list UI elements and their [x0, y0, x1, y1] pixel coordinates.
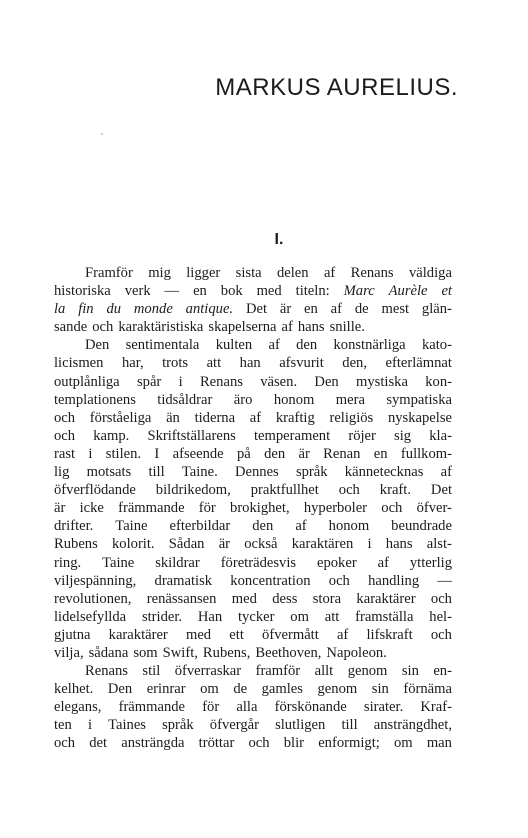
word: karaktärer — [356, 590, 416, 607]
word: mest — [381, 301, 410, 318]
word: kon- — [425, 373, 452, 390]
word: förskönande — [274, 699, 347, 716]
word: och — [92, 319, 114, 336]
word: språk — [162, 717, 194, 734]
word: bildrikedom, — [155, 482, 231, 499]
word: i — [367, 536, 372, 553]
word: titeln: — [295, 283, 330, 300]
word: i — [87, 717, 92, 734]
word: allt — [314, 663, 334, 680]
word: dramatisk — [154, 572, 213, 589]
text-line — [54, 662, 452, 680]
word: Framför — [85, 265, 133, 281]
text-line — [54, 608, 452, 626]
word: är — [279, 301, 292, 318]
word: konstnärliga — [333, 337, 406, 354]
word: la — [54, 301, 66, 318]
word: — — [437, 572, 452, 589]
word: den — [264, 445, 286, 462]
word: lig — [54, 464, 70, 481]
word: också — [244, 536, 278, 553]
word: och — [338, 482, 360, 499]
text-line — [54, 698, 452, 716]
word: han — [239, 355, 261, 372]
word: med — [256, 283, 282, 300]
word: temperament — [253, 427, 331, 444]
word: I — [154, 445, 160, 462]
word: den, — [342, 355, 368, 372]
word: skildrar — [155, 554, 200, 571]
word: öfverflödande — [54, 482, 136, 499]
text-line — [54, 409, 452, 427]
word: genom — [317, 681, 358, 698]
text-line — [54, 716, 452, 734]
word: Den — [85, 337, 110, 354]
word: tidsåldrar — [157, 391, 213, 408]
word: mera — [335, 391, 365, 408]
word: kelhet. — [54, 681, 94, 698]
body-text — [54, 264, 452, 753]
word: att — [206, 355, 222, 372]
text-line — [54, 590, 452, 608]
word: med — [231, 590, 257, 607]
word: kato- — [421, 337, 452, 354]
word: framför — [255, 663, 301, 680]
word: sig — [394, 427, 412, 444]
word: det — [89, 735, 108, 752]
word: Taine — [102, 554, 135, 571]
word: Den — [107, 681, 133, 698]
word: af — [281, 319, 293, 336]
word: hans — [297, 319, 325, 336]
word: Det — [430, 482, 452, 499]
word: för — [198, 500, 216, 517]
word: alst- — [426, 536, 452, 553]
word: stil — [142, 663, 161, 680]
text-line — [54, 554, 452, 572]
word: mig — [148, 265, 171, 281]
word: bok — [220, 283, 243, 300]
text-line — [54, 336, 452, 354]
word: sande — [54, 319, 88, 336]
word: Renans — [350, 265, 394, 281]
word: är — [218, 536, 231, 553]
word: skapelserna — [208, 319, 277, 336]
word: vilja, — [54, 644, 84, 661]
text-line — [54, 445, 452, 463]
word: snille. — [329, 319, 365, 336]
word: för — [202, 699, 220, 716]
word: lidelsefyllda — [54, 608, 127, 625]
word: och — [381, 500, 403, 517]
word: drifter. — [54, 518, 94, 535]
word: kraft. — [379, 482, 411, 499]
word: gamles — [261, 681, 303, 698]
word: Skriftställarens — [147, 427, 236, 444]
word: sin — [371, 681, 389, 698]
word: alla — [236, 699, 258, 716]
word: templationens — [54, 391, 136, 408]
text-line — [54, 318, 452, 336]
text-line — [54, 264, 452, 282]
word: en — [304, 301, 318, 318]
text-line — [54, 572, 452, 590]
text-line — [54, 391, 452, 409]
text-line — [54, 517, 452, 535]
word: monde — [133, 301, 173, 318]
word: Rubens — [54, 536, 98, 553]
word: främmande — [118, 699, 186, 716]
word: de — [354, 301, 369, 318]
word: koncentration — [230, 572, 311, 589]
word: på — [236, 445, 251, 462]
word: om — [200, 681, 219, 698]
word: företrädesvis — [220, 554, 297, 571]
word: en — [373, 445, 388, 462]
word: om — [393, 735, 413, 752]
word: Det — [245, 301, 268, 318]
word: honom — [273, 391, 315, 408]
word: till — [341, 717, 358, 734]
word: Renan — [323, 445, 361, 462]
word: främmande — [118, 500, 185, 517]
word: tiderna — [194, 409, 236, 426]
word: renässansen — [146, 590, 217, 607]
text-line — [54, 499, 452, 517]
text-line — [54, 734, 452, 752]
word: genom — [347, 663, 388, 680]
word: af — [268, 337, 280, 354]
text-line — [54, 481, 452, 499]
word: Kraf- — [420, 699, 452, 716]
word: sympatiska — [386, 391, 452, 408]
text-line — [54, 354, 452, 372]
word: väsen. — [260, 373, 298, 390]
word: beundrade — [391, 518, 452, 535]
word: röjer — [348, 427, 376, 444]
word: afseende — [172, 445, 224, 462]
word: antique. — [185, 301, 234, 318]
word: har, — [121, 355, 144, 372]
word: kamp. — [93, 427, 130, 444]
word: Taine — [115, 518, 148, 535]
word: öfverraskar — [174, 663, 242, 680]
word: lifskraft — [366, 626, 413, 643]
word: sin — [401, 663, 419, 680]
word: öfver- — [416, 500, 452, 517]
word: med — [185, 626, 212, 643]
word: Swift, — [162, 644, 198, 661]
word: sådana — [88, 644, 129, 661]
word: i — [88, 445, 93, 462]
word: spår — [136, 373, 162, 390]
running-title: MARKUS AURELIUS. — [215, 74, 458, 101]
text-line — [54, 300, 452, 318]
word: hyperboler — [303, 500, 368, 517]
word: är — [298, 445, 310, 462]
word: ansträngdhet, — [373, 717, 452, 734]
word: karaktären — [291, 536, 354, 553]
word: strider. — [141, 608, 183, 625]
word: tröttar — [198, 735, 235, 752]
section-number: I. — [274, 231, 284, 248]
word: öfvergår — [209, 717, 259, 734]
word: förståeliga — [89, 409, 152, 426]
text-line — [54, 535, 452, 553]
word: karaktäristiska — [118, 319, 204, 336]
word: fullkom- — [400, 445, 452, 462]
word: praktfullhet — [250, 482, 319, 499]
word: Beethoven, — [255, 644, 322, 661]
word: slutligen — [275, 717, 326, 734]
word: gjutna — [54, 626, 91, 643]
word: erinrar — [146, 681, 186, 698]
word: trots — [162, 355, 189, 372]
word: du — [106, 301, 122, 318]
word: språk — [295, 464, 328, 481]
word: kulten — [215, 337, 253, 354]
word: dess — [272, 590, 298, 607]
word: Han — [197, 608, 223, 625]
text-line — [54, 644, 452, 662]
word: efterbildar — [169, 518, 231, 535]
word: af — [295, 518, 307, 535]
word: och — [430, 626, 452, 643]
word: är — [54, 500, 66, 517]
word: och — [54, 735, 76, 752]
word: rast — [54, 445, 76, 462]
word: verk — [124, 283, 151, 300]
word: handling — [368, 572, 420, 589]
word: outplånliga — [54, 373, 120, 390]
word: Marc — [343, 283, 375, 300]
word: äro — [233, 391, 253, 408]
word: en- — [433, 663, 452, 680]
text-line — [54, 373, 452, 391]
paper-speck — [101, 133, 103, 135]
word: stora — [312, 590, 342, 607]
word: Napoleon. — [326, 644, 387, 661]
word: en — [193, 283, 207, 300]
word: stilen. — [105, 445, 142, 462]
text-line — [54, 282, 452, 300]
word: af — [323, 265, 336, 281]
word: afsvurit — [279, 355, 324, 372]
word: icke — [79, 500, 104, 517]
word: Sådan — [168, 536, 205, 553]
word: ligger — [186, 265, 221, 281]
word: ett — [229, 626, 244, 643]
word: om — [290, 608, 309, 625]
word: Aurèle — [388, 283, 428, 300]
word: ytterlig — [409, 554, 452, 571]
word: motsats — [86, 464, 132, 481]
word: religiös — [329, 409, 374, 426]
word: väldiga — [408, 265, 452, 281]
word: historiska — [54, 283, 111, 300]
word: Dennes — [234, 464, 279, 481]
word: sentimentala — [125, 337, 200, 354]
word: än — [166, 409, 180, 426]
word: revolutionen, — [54, 590, 132, 607]
text-line — [54, 427, 452, 445]
word: Taine. — [181, 464, 218, 481]
word: och — [54, 409, 76, 426]
word: Taines — [108, 717, 146, 734]
word: framställa — [355, 608, 414, 625]
word: af — [330, 301, 343, 318]
word: och — [328, 572, 350, 589]
word: sirater. — [363, 699, 404, 716]
word: som — [133, 644, 158, 661]
word: delen — [276, 265, 309, 281]
word: Renans — [199, 373, 243, 390]
word: och — [54, 427, 76, 444]
word: kännetecknas — [344, 464, 424, 481]
word: epoker — [316, 554, 357, 571]
text-line — [54, 680, 452, 698]
word: kla- — [429, 427, 452, 444]
word: licismen — [54, 355, 104, 372]
word: kolorit. — [112, 536, 155, 553]
word: den — [296, 337, 318, 354]
word: enformigt; — [318, 735, 380, 752]
word: man — [426, 735, 452, 752]
word: ring. — [54, 554, 82, 571]
word: hel- — [429, 608, 452, 625]
word: sista — [235, 265, 262, 281]
word: honom — [328, 518, 370, 535]
word: att — [324, 608, 340, 625]
word: af — [440, 464, 452, 481]
word: af — [377, 554, 389, 571]
word: de — [233, 681, 248, 698]
word: — — [164, 283, 180, 300]
word: ten — [54, 717, 72, 734]
word: af — [249, 409, 262, 426]
word: och — [248, 735, 270, 752]
word: tycker — [238, 608, 275, 625]
word: kraftig — [275, 409, 315, 426]
word: blir — [283, 735, 305, 752]
word: och — [430, 590, 452, 607]
word: Den — [314, 373, 339, 390]
word: viljespänning, — [54, 572, 137, 589]
word: den — [252, 518, 274, 535]
word: förnäma — [403, 681, 452, 698]
word: af — [336, 626, 349, 643]
word: karaktärer — [108, 626, 168, 643]
word: Rubens, — [202, 644, 251, 661]
word: ansträngda — [121, 735, 185, 752]
word: hans — [385, 536, 413, 553]
word: et — [441, 283, 452, 300]
word: i — [178, 373, 183, 390]
word: till — [148, 464, 165, 481]
word: nyskapelse — [387, 409, 452, 426]
word: fin — [78, 301, 94, 318]
word: efterlämnat — [385, 355, 452, 372]
word: mystiska — [356, 373, 408, 390]
word: elegans, — [54, 699, 102, 716]
word: Renans — [85, 663, 128, 680]
word: brokighet, — [230, 500, 290, 517]
word: öfvermått — [262, 626, 319, 643]
text-line — [54, 463, 452, 481]
word: glän- — [421, 301, 452, 318]
text-line — [54, 626, 452, 644]
